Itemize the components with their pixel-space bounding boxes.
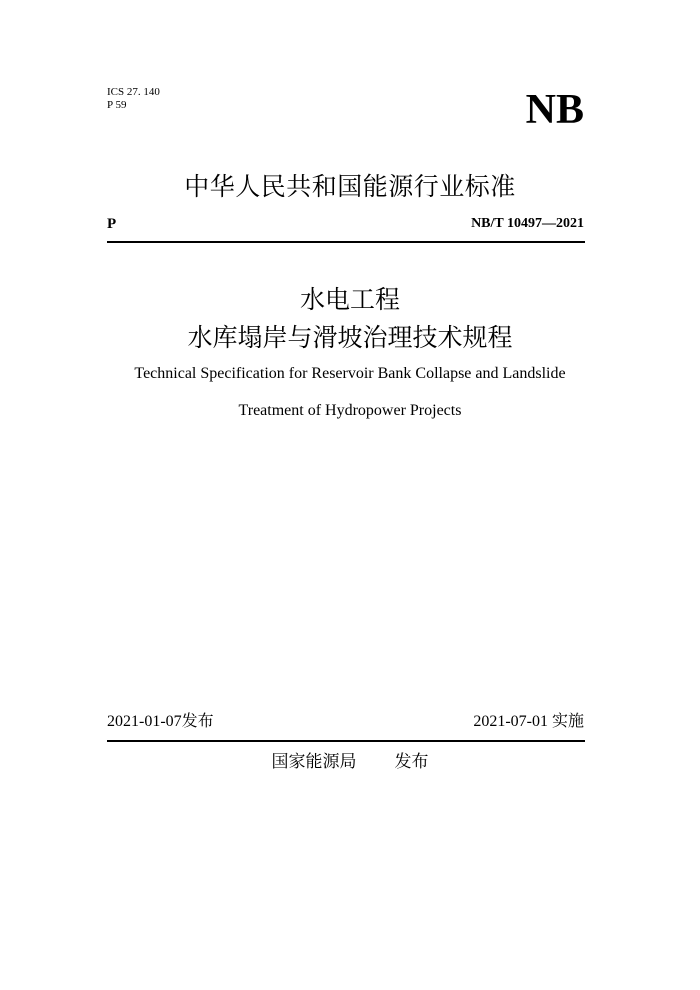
implement-date: 2021-07-01: [473, 713, 548, 730]
chinese-title-line-2: 水库塌岸与滑坡治理技术规程: [187, 323, 513, 352]
class-letter: P: [107, 216, 117, 232]
issue-label: 发布: [181, 711, 214, 730]
standard-type-title: 中华人民共和国能源行业标准: [184, 172, 516, 201]
english-title-line-1: Technical Specification for Reservoir Bank Collapse and Landslide: [134, 365, 566, 382]
publisher-line: [0, 750, 700, 774]
standard-number: NB/T 10497—2021: [471, 216, 584, 231]
issue-date-block: [107, 710, 214, 733]
top-divider: [107, 241, 585, 243]
nb-logo: NB: [525, 87, 584, 133]
ics-code: ICS 27. 140: [107, 86, 160, 98]
bottom-divider: [107, 740, 585, 742]
publish-label: 发布: [394, 752, 429, 772]
chinese-title-line-1: 水电工程: [299, 285, 400, 314]
implement-label: 实施: [551, 711, 584, 730]
english-title-line-2: Treatment of Hydropower Projects: [238, 402, 462, 419]
publisher-name: 国家能源局: [271, 752, 357, 772]
issue-date: 2021-01-07: [107, 713, 182, 730]
implement-date-block: [473, 710, 584, 733]
classification-code: P 59: [107, 99, 127, 111]
